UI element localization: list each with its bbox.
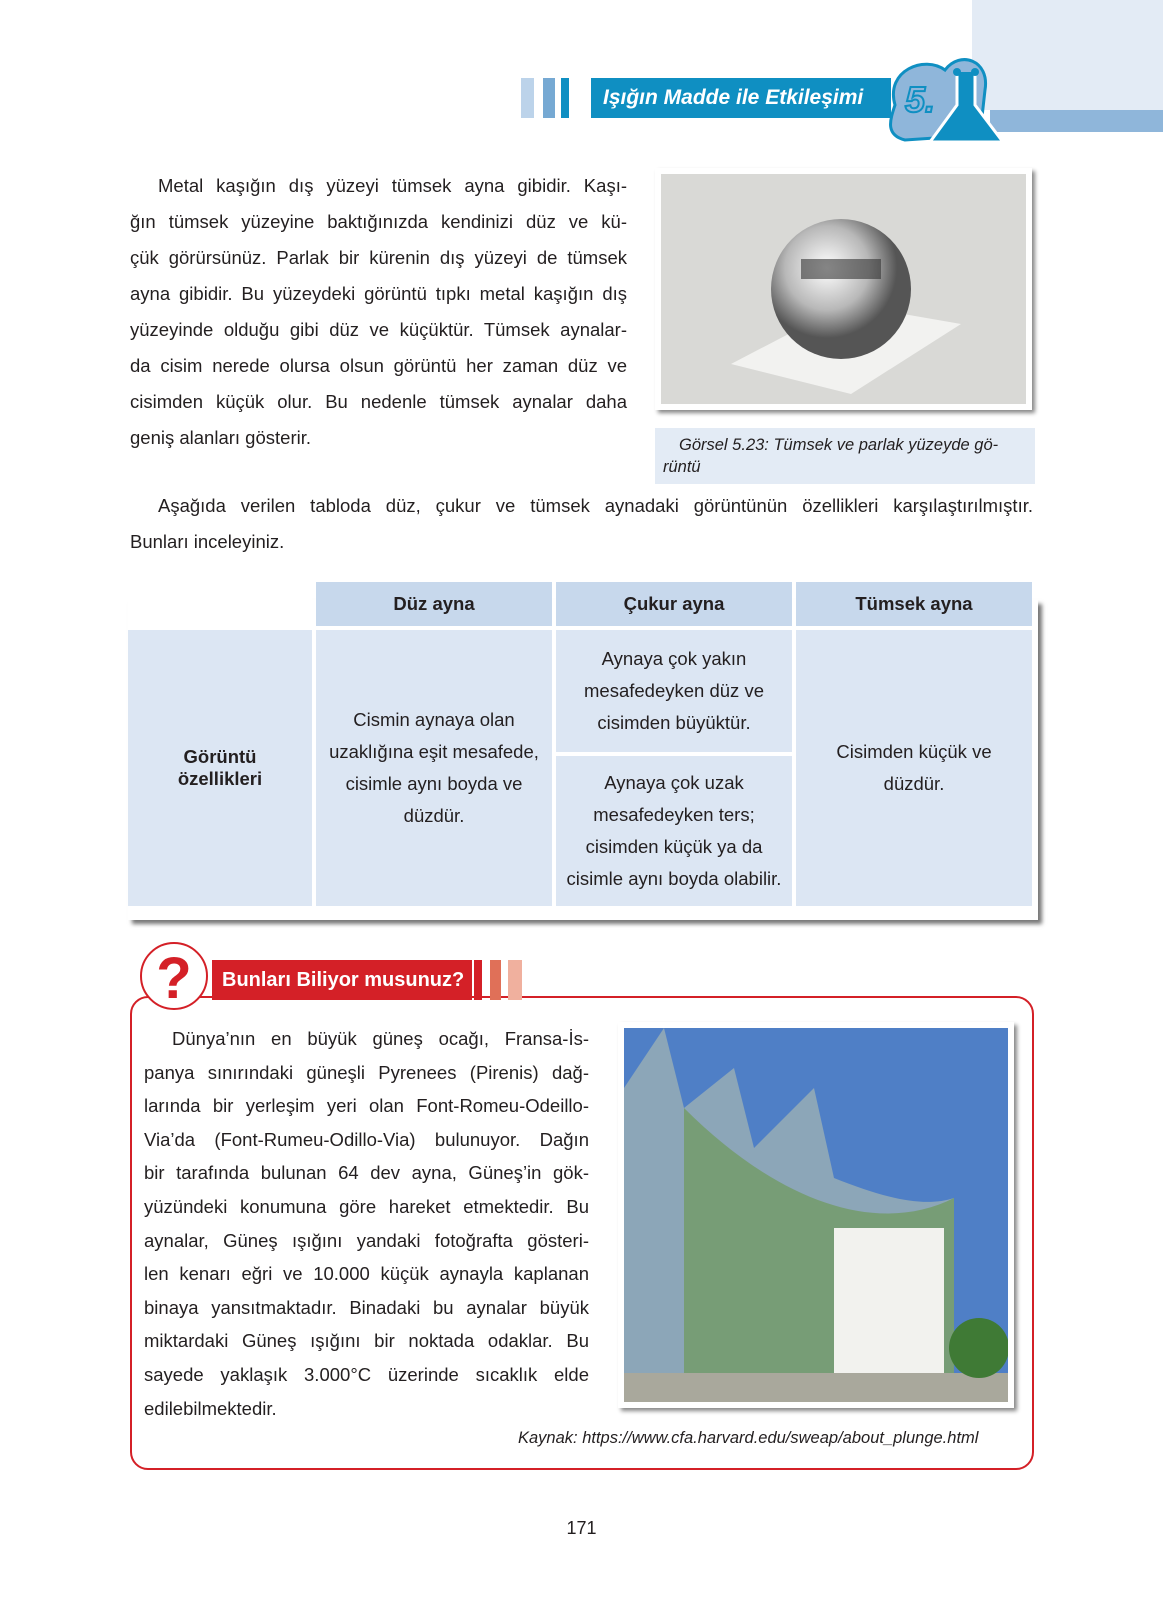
text-line: ğın tümsek yüzeyine baktığınızda kendinizi düz ve kü- (130, 211, 627, 232)
text-line: bir tarafında bulunan 64 dev ayna, Güneş’in gök- (144, 1162, 589, 1184)
sphere-photo (655, 168, 1032, 410)
text-line: len kenarı eğri ve 10.000 küçük aynayla kaplanan (144, 1263, 589, 1285)
text-line: binaya yansıtmaktadır. Binadaki bu aynalar büyük (144, 1296, 589, 1318)
cell-duz: Cismin aynaya olan uzaklığına eşit mesafede, cisimle aynı boyda ve düzdür. (316, 630, 552, 906)
text-line: larında bir yerleşim yeri olan Font-Romeu-Odeillo- (144, 1095, 589, 1117)
intro-paragraph (130, 168, 627, 456)
text-line: Aşağıda verilen tabloda düz, çukur ve tümsek aynadaki görüntünün özellikleri karşılaştırılmıştır. (158, 495, 1033, 516)
text-line: panya sınırındaki güneşli Pyrenees (Pirenis) dağ- (144, 1061, 589, 1083)
mirror-sphere-image (661, 174, 1026, 404)
page-number: 171 (566, 1518, 597, 1538)
cell-tumsek: Cisimden küçük ve düzdür. (796, 630, 1032, 906)
text-line: yüzeyinde olduğu gibi düz ve küçüktür. Tümsek aynalar- (130, 319, 627, 340)
text-line: cisimden küçük olur. Bu nedenle tümsek aynalar daha (130, 391, 627, 412)
cell-cukur-far: Aynaya çok uzak mesafedeyken ters; cisimden küçük ya da cisimle aynı boyda olabilir. (556, 756, 792, 906)
comparison-table (124, 578, 1036, 910)
title-bar (490, 960, 501, 1000)
text-line: ayna gibidir. Bu yüzeydeki görüntü tıpkı metal kaşığın dış (130, 283, 627, 304)
question-mark-icon (138, 940, 210, 1012)
header-duz: Düz ayna (316, 582, 552, 626)
title-bar (474, 960, 482, 1000)
text-line: Metal kaşığın dış yüzeyi tümsek ayna gibidir. Kaşı- (158, 175, 627, 196)
caption-line: Görsel 5.23: Tümsek ve parlak yüzeyde gö- (679, 436, 999, 454)
text-line: da cisim nerede olursa olsun görüntü her zaman düz ve (130, 355, 627, 376)
info-paragraph (144, 1022, 589, 1425)
svg-text:?: ? (156, 946, 192, 1011)
text-line: miktardaki Güneş ışığını bir noktada odaklar. Bu (144, 1330, 589, 1352)
table-intro (130, 488, 1033, 560)
row-header: Görüntü özellikleri (128, 630, 312, 906)
source-link[interactable]: Kaynak: https://www.cfa.harvard.edu/sweap/about_plunge.html (518, 1429, 979, 1447)
text-line: sayede yaklaşık 3.000°C üzerinde sıcaklık elde (144, 1363, 589, 1385)
text-line: Bunları inceleyiniz. (130, 531, 285, 552)
text-line: Via’da (Font-Rumeu-Odillo-Via) bulunuyor. Dağın (144, 1128, 589, 1150)
solar-furnace-image (624, 1028, 1008, 1402)
title-bar (508, 960, 522, 1000)
text-line: yüzündeki konumuna göre hareket etmektedir. Bu (144, 1195, 589, 1217)
chapter-number: 5. (905, 79, 936, 120)
text-line: edilebilmektedir. (144, 1397, 277, 1419)
header-bar (521, 78, 534, 118)
chapter-title: Işığın Madde ile Etkileşimi (591, 78, 891, 118)
header-tumsek: Tümsek ayna (796, 582, 1032, 626)
text-line: aynalar, Güneş ışığını yandaki fotoğrafta gösteri- (144, 1229, 589, 1251)
figure-caption (655, 428, 1035, 484)
header-bar (561, 78, 569, 118)
info-box-title: Bunları Biliyor musunuz? (212, 960, 472, 1000)
text-line: geniş alanları gösterir. (130, 427, 311, 448)
header-cukur: Çukur ayna (556, 582, 792, 626)
text-line: Dünya’nın en büyük güneş ocağı, Fransa-İs- (172, 1028, 589, 1049)
caption-line: rüntü (663, 458, 701, 476)
text-line: çük görürsünüz. Parlak bir kürenin dış yüzeyi de tümsek (130, 247, 627, 268)
cell-cukur-near: Aynaya çok yakın mesafedeyken düz ve cisimden büyüktür. (556, 630, 792, 752)
solar-furnace-photo (618, 1022, 1014, 1408)
header-bar (543, 78, 555, 118)
flask-icon (885, 50, 1020, 150)
empty-cell (128, 582, 312, 626)
